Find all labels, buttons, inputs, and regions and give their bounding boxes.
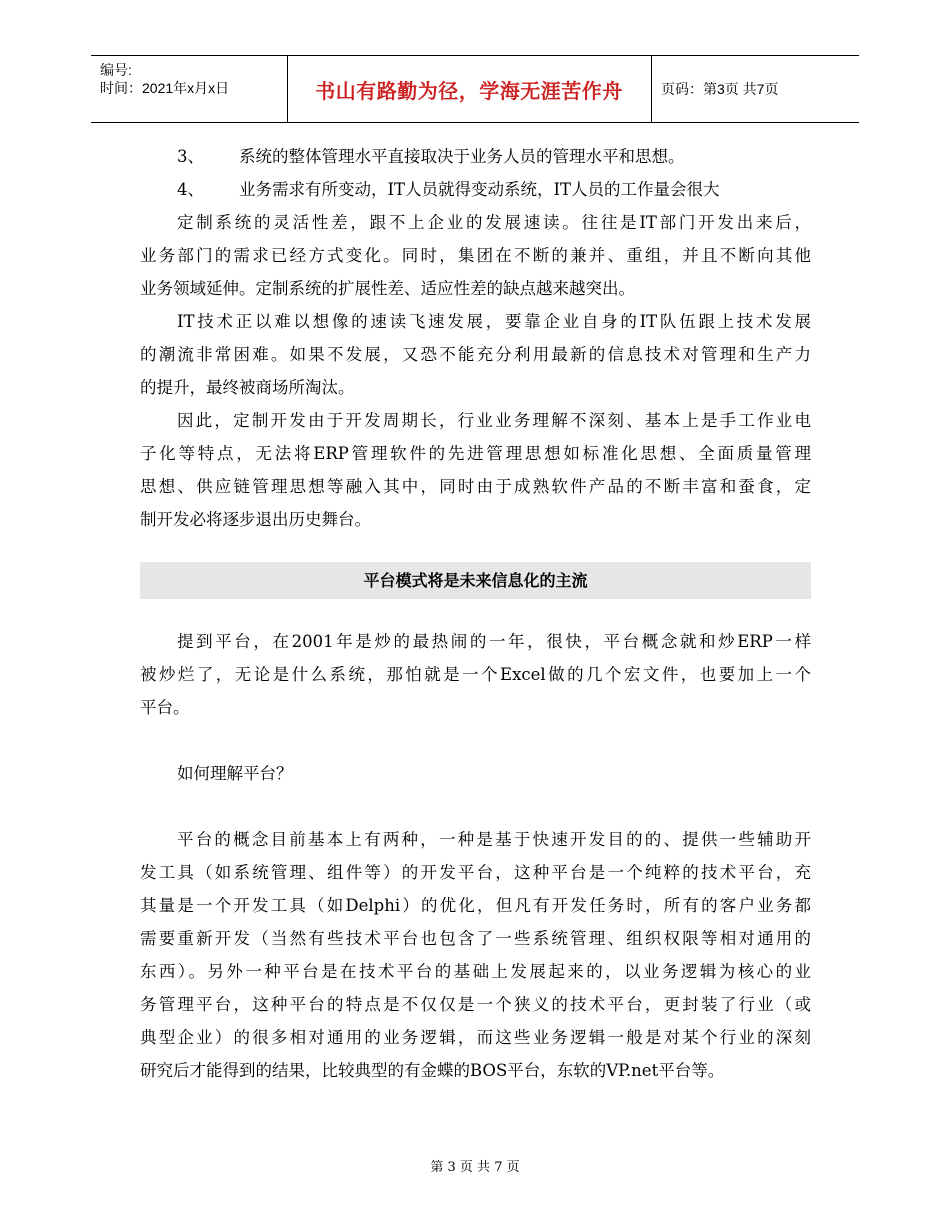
page-footer: 第 3 页 共 7 页 [430,1160,520,1175]
text-line: 东西）。另外一种平台是在技术平台的基础上发展起来的，以业务逻辑为核心的业 [140,962,811,981]
text-line: 的提升，最终被商场所淘汰。 [140,378,355,397]
motto: 书山有路勤为径，学海无涯苦作舟 [315,78,623,103]
page-header [91,55,859,123]
time-label: 时间：2021年x月x日 [100,80,230,96]
header-meta [91,56,288,122]
text-line: 研究后才能得到的结果，比较典型的有金蝶的BOS平台，东软的VP.net平台等。 [140,1061,725,1080]
text-line: 发工具（如系统管理、组件等）的开发平台，这种平台是一个纯粹的技术平台，充 [140,863,811,882]
text-line: 业务部门的需求已经方式变化。同时，集团在不断的兼并、重组，并且不断向其他 [140,246,811,265]
list-number: 3、 [177,147,204,166]
text-line: 思想、供应链管理思想等融入其中，同时由于成熟软件产品的不断丰富和蚕食，定 [140,477,811,496]
question-line: 如何理解平台？ [177,764,293,783]
text-line: 被炒烂了，无论是什么系统，那怕就是一个Excel做的几个宏文件，也要加上一个 [140,665,811,684]
text-line: 业务领域延伸。定制系统的扩展性差、适应性差的缺点越来越突出。 [140,279,635,298]
list-number: 4、 [177,180,204,199]
text-line: 典型企业）的很多相对通用的业务逻辑，而这些业务逻辑一般是对某个行业的深刻 [140,1028,811,1047]
list-item-3 [140,140,811,173]
text-line: 平台。 [140,698,190,717]
text-line: 平台的概念目前基本上有两种，一种是基于快速开发目的的、提供一些辅助开 [177,830,811,849]
text-line: 其量是一个开发工具（如Delphi）的优化，但凡有开发任务时，所有的客户业务都 [140,896,811,915]
paragraph-platform-intro [140,625,811,724]
paragraph-flexibility [140,206,811,305]
text-line: 需要重新开发（当然有些技术平台也包含了一些系统管理、组织权限等相对通用的 [140,929,811,948]
header-page-info: 页码：第3页 共7页 [661,81,779,97]
paragraph-conclusion [140,404,811,536]
list-item-4 [140,173,811,206]
header-motto-cell [287,56,652,122]
text-line: 的潮流非常困难。如果不发展，又恐不能充分利用最新的信息技术对管理和生产力 [140,345,811,364]
paragraph-it-tech [140,305,811,404]
document-body [140,140,811,1087]
text-line: 定制系统的灵活性差，跟不上企业的发展速读。往往是IT部门开发出来后， [177,213,811,232]
text-line: 提到平台，在2001年是炒的最热闹的一年，很快，平台概念就和炒ERP一样 [177,632,811,651]
text-line: 制开发必将逐步退出历史舞台。 [140,510,371,529]
number-label: 编号: [100,62,132,78]
paragraph-platform-concept [140,823,811,1087]
list-text: 业务需求有所变动，IT人员就得变动系统，IT人员的工作量会很大 [239,180,720,199]
section-title: 平台模式将是未来信息化的主流 [140,562,811,599]
text-line: 因此，定制开发由于开发周期长，行业业务理解不深刻、基本上是手工作业电 [177,411,811,430]
text-line: 子化等特点，无法将ERP管理软件的先进管理思想如标准化思想、全面质量管理 [140,444,811,463]
text-line: IT技术正以难以想像的速读飞速发展，要靠企业自身的IT队伍跟上技术发展 [177,312,811,331]
text-line: 务管理平台，这种平台的特点是不仅仅是一个狭义的技术平台，更封装了行业（或 [140,995,811,1014]
list-text: 系统的整体管理水平直接取决于业务人员的管理水平和思想。 [239,147,685,166]
